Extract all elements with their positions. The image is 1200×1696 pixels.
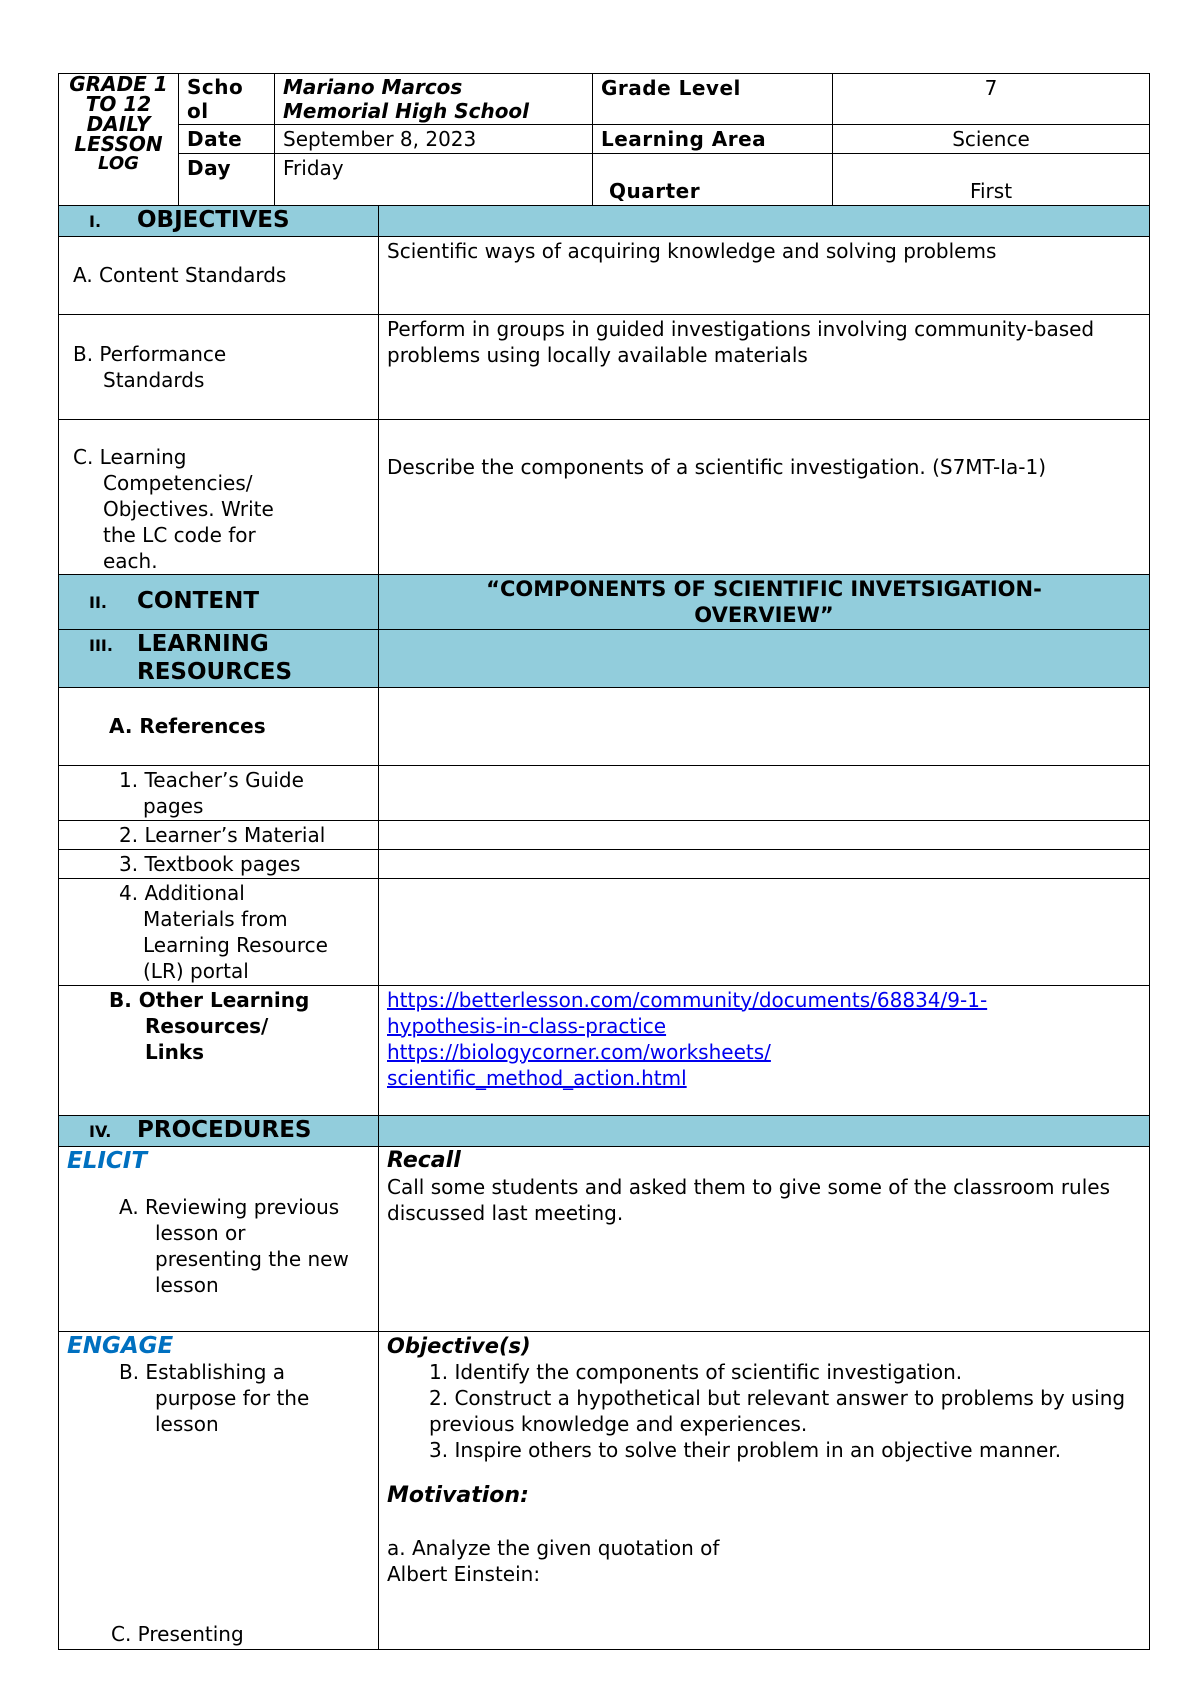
objectives-title: Objective(s) bbox=[387, 1333, 531, 1358]
section-number: II. bbox=[89, 592, 107, 612]
section-content bbox=[59, 574, 1150, 629]
content-title: “COMPONENTS OF SCIENTIFIC INVETSIGATION- OVERVIEW” bbox=[379, 574, 1150, 629]
competencies-value: Describe the components of a scientific investigation. (S7MT-Ia-1) bbox=[379, 419, 1150, 574]
objective-list bbox=[387, 1359, 1141, 1463]
engage-heading: ENGAGE bbox=[67, 1332, 174, 1359]
lesson-log-page bbox=[58, 73, 1149, 1650]
performance-standards-label: B. Performance Standards bbox=[59, 314, 379, 419]
recall-cell bbox=[379, 1146, 1150, 1331]
quarter-label: Quarter bbox=[593, 154, 833, 206]
additional-materials-label: 4. Additional Materials from Learning Resource (LR) portal bbox=[59, 878, 379, 985]
learning-area-label: Learning Area bbox=[593, 125, 833, 154]
date-label: Date bbox=[179, 125, 275, 154]
section-heading bbox=[59, 574, 379, 629]
elicit-cell bbox=[59, 1146, 379, 1331]
content-standards-value: Scientific ways of acquiring knowledge and solving problems bbox=[379, 236, 1150, 314]
empty-cell bbox=[379, 849, 1150, 878]
elicit-heading: ELICIT bbox=[67, 1147, 148, 1174]
section-heading bbox=[59, 205, 379, 236]
section-heading bbox=[59, 629, 379, 687]
objective-item: 1. Identify the components of scientific investigation. bbox=[429, 1359, 963, 1384]
motivation-line: a. Analyze the given quotation of bbox=[387, 1535, 720, 1560]
link-biologycorner[interactable]: https://biologycorner.com/worksheets/ bbox=[387, 1039, 771, 1064]
other-resources-label: B. Other Learning Resources/ Links bbox=[59, 985, 379, 1115]
quarter-value: First bbox=[833, 154, 1150, 206]
log-title bbox=[59, 74, 179, 206]
section-heading-fill bbox=[379, 205, 1150, 236]
teachers-guide-label: 1. Teacher’s Guide pages bbox=[59, 765, 379, 820]
performance-standards-value: Perform in groups in guided investigations involving community-based problems using locally available materials bbox=[379, 314, 1150, 419]
day-label: Day bbox=[179, 154, 275, 206]
references-label: A. References bbox=[59, 687, 379, 765]
learning-area-value: Science bbox=[833, 125, 1150, 154]
engage-cell bbox=[59, 1331, 379, 1649]
section-heading bbox=[59, 1115, 379, 1146]
section-number: I. bbox=[89, 211, 102, 231]
lesson-table bbox=[58, 205, 1150, 1650]
learners-material-label: 2. Learner’s Material bbox=[59, 820, 379, 849]
section-title: PROCEDURES bbox=[137, 1116, 312, 1143]
log-title-line: DAILY bbox=[86, 112, 151, 136]
empty-cell bbox=[379, 765, 1150, 820]
log-title-line: LOG bbox=[98, 153, 139, 174]
motivation-title: Motivation: bbox=[387, 1482, 529, 1508]
motivation-line: Albert Einstein: bbox=[387, 1561, 541, 1586]
date-value: September 8, 2023 bbox=[275, 125, 593, 154]
link-betterlesson-cont[interactable]: hypothesis-in-class-practice bbox=[387, 1013, 667, 1038]
section-resources bbox=[59, 629, 1150, 687]
empty-cell bbox=[379, 687, 1150, 765]
engage-label: B. Establishing a purpose for the lesson bbox=[119, 1359, 310, 1436]
section-heading-fill bbox=[379, 629, 1150, 687]
section-title: OBJECTIVES bbox=[137, 206, 290, 233]
grade-level-label: Grade Level bbox=[593, 74, 833, 125]
header-table bbox=[58, 73, 1150, 206]
section-objectives bbox=[59, 205, 1150, 236]
objective-item: 2. Construct a hypothetical but relevant answer to problems by using previous knowledge and experiences. bbox=[429, 1385, 1126, 1436]
log-title-line: GRADE 1 bbox=[69, 72, 168, 96]
section-procedures bbox=[59, 1115, 1150, 1146]
log-title-line: LESSON bbox=[74, 132, 163, 156]
section-number: IV. bbox=[89, 1121, 112, 1141]
empty-cell bbox=[379, 878, 1150, 985]
section-number: III. bbox=[89, 635, 113, 655]
resource-links bbox=[379, 985, 1150, 1115]
log-title-line: TO 12 bbox=[85, 92, 152, 116]
section-heading-fill bbox=[379, 1115, 1150, 1146]
link-biologycorner-cont[interactable]: scientific_method_action.html bbox=[387, 1065, 687, 1090]
competencies-label: C. Learning Competencies/ Objectives. Write the LC code for each. bbox=[59, 419, 379, 574]
objectives-motivation-cell bbox=[379, 1331, 1150, 1649]
recall-text: Call some students and asked them to give some of the classroom rules discussed last meeting. bbox=[387, 1174, 1110, 1225]
school-label: Scho ol bbox=[179, 74, 275, 125]
day-value: Friday bbox=[275, 154, 593, 206]
empty-cell bbox=[379, 820, 1150, 849]
presenting-label: C. Presenting bbox=[111, 1621, 244, 1646]
objective-item: 3. Inspire others to solve their problem in an objective manner. bbox=[429, 1437, 1062, 1462]
section-title: LEARNING bbox=[137, 630, 269, 657]
recall-title: Recall bbox=[387, 1147, 461, 1173]
section-title: RESOURCES bbox=[137, 658, 293, 685]
content-standards-label: A. Content Standards bbox=[59, 236, 379, 314]
textbook-label: 3. Textbook pages bbox=[59, 849, 379, 878]
section-title: CONTENT bbox=[137, 587, 260, 614]
link-betterlesson[interactable]: https://betterlesson.com/community/documents/68834/9-1- bbox=[387, 987, 988, 1012]
school-name: Mariano Marcos Memorial High School bbox=[275, 74, 593, 125]
elicit-label: A. Reviewing previous lesson or presenting the new lesson bbox=[119, 1194, 349, 1297]
grade-level-value: 7 bbox=[833, 74, 1150, 125]
